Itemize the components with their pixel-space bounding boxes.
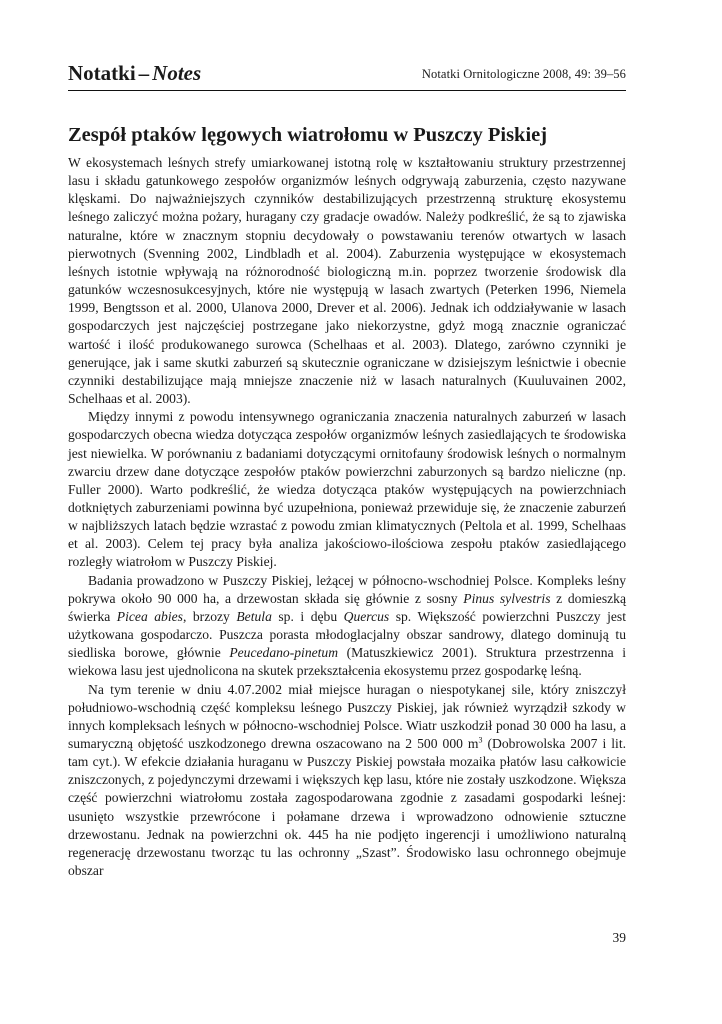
text-run: (Dobrowolska 2007 i lit. tam cyt.). W efekcie działania huraganu w Puszczy Piskiej powstała mozaika płatów lasu całkowicie zniszczonych, z pojedynczymi drzewami i większych kęp lasu, które nie zostały uszkodzone. Większa część powierzchni wiatrołomu została zagospodarowana zgodnie z zasadami gospodarki leśnej: usunięto wszystkie przewrócone i połamane drzewa i wprowadzono odnowienie sztuczne drzewostanu. Jednak na powierzchni ok. 445 ha nie podjęto ingerencji i umożliwiono naturalną regenerację drzewostanu tworząc tu las ochronny „Szast”. Środowisko lasu ochronnego obejmuje obszar [68, 736, 627, 879]
section-suffix: Notes [152, 61, 202, 85]
text-run: sp. i dębu [271, 608, 344, 624]
section-dash: – [138, 61, 150, 85]
running-header [68, 58, 626, 91]
journal-citation: Notatki Ornitologiczne 2008, 49: 39–56 [421, 67, 626, 81]
species-name: Betula [236, 608, 272, 624]
text-run: Badania prowadzono w Puszczy Piskiej, leżącej w północno-wschodniej Polsce. Kompleks leśny pokrywa około 90 000 ha, a drzewostan składa się głównie z sosny [68, 572, 626, 606]
section-prefix: Notatki [68, 61, 136, 85]
species-name: Picea abies [116, 608, 183, 624]
text-run: z domieszką świerka [68, 590, 626, 624]
species-name: Peucedano-pinetum [229, 645, 339, 661]
text-run: Na tym terenie w dniu 4.07.2002 miał miejsce huragan o niespotykanej sile, który zniszczył południowo-wschodnią część kompleksu leśnego Puszczy Piskiej, jak również wyrządził szkody w innych kompleksach leśnych w północno-wschodniej Polsce. Wiatr uszkodził ponad 30 000 ha lasu, a sumaryczną objętość uszkodzonego drewna oszacowano na 2 500 000 m [68, 681, 626, 751]
body-paragraph [68, 681, 626, 881]
superscript: 3 [478, 735, 483, 745]
article-title: Zespół ptaków lęgowych wiatrołomu w Puszczy Piskiej [68, 124, 548, 146]
text-run: (Matuszkiewicz 2001). Struktura przestrzenna i wiekowa lasu jest ujednolicona na skutek przekształcenia ekosystemu przez gospodarkę leśną. [68, 645, 626, 679]
body-paragraph [68, 154, 626, 408]
text-run: W ekosystemach leśnych strefy umiarkowanej istotną rolę w kształtowaniu struktury przestrzennej lasu i składu gatunkowego zespołów organizmów leśnych odgrywają zaburzenia, często nazywane klęskami. Do najważniejszych czynników destabilizujących przestrzenną strukturę ekosystemu leśnego zaliczyć można pożary, huragany czy gradacje owadów. Należy podkreślić, że są to zjawiska naturalne, które w znacznym stopniu decydowały o powstawaniu terenów otwartych w lasach pierwotnych (Svenning 2002, Lindbladh et al. 2004). Zaburzenia występujące w ekosystemach leśnych istotnie wpływają na różnorodność biologiczną m.in. poprzez tworzenie środowisk dla gatunków wczesnosukcesyjnych, które nie występują w lasach zwartych (Peterken 1996, Niemela 1999, Bengtsson et al. 2000, Ulanova 2000, Drever et al. 2006). Jednak ich oddziaływanie w lasach gospodarczych jest najczęściej postrzegane jako niekorzystne, gdyż mogą znacznie ograniczać wartość i ilość produkowanego surowca (Schelhaas et al. 2003). Dlatego, zarówno czynniki je generujące, jak i same skutki zaburzeń są skutecznie ograniczane w dzisiejszym leśnictwie i obecnie czynniki destabilizujące mają mniejsze znaczenie niż w lasach naturalnych (Kuuluvainen 2002, Schelhaas et al. 2003). [68, 155, 626, 407]
species-name: Pinus sylvestris [463, 590, 551, 606]
section-label [68, 61, 201, 86]
article-body [68, 154, 626, 880]
species-name: Quercus [343, 608, 390, 624]
text-run: , brzozy [182, 608, 237, 624]
body-paragraph [68, 408, 626, 571]
text-run: sp. Większość powierzchni Puszczy jest użytkowana gospodarczo. Puszcza porasta młodoglacjalny obszar sandrowy, dlatego dominują tu siedliska borowe, głównie [68, 608, 626, 661]
text-run: Między innymi z powodu intensywnego ograniczania znaczenia naturalnych zaburzeń w lasach gospodarczych obecna wiedza dotycząca zespołów organizmów leśnych zasiedlających te środowiska jest niewielka. W porównaniu z badaniami dotyczącymi ornitofauny środowisk leśnych o normalnym zwarciu drzew dane dotyczące zespołów ptaków powierzchni zaburzonych są bardzo nieliczne (np. Fuller 2000). Warto podkreślić, że wiedza dotycząca ptaków występujących na powierzchniach dotkniętych zaburzeniami powinna być uzupełniona, ponieważ przewiduje się, że znaczenie zaburzeń w najbliższych latach będzie wzrastać z powodu zmian klimatycznych (Peltola et al. 1999, Schelhaas et al. 2003). Celem tej pracy była analiza jakościowo-ilościowa zespołu ptaków zasiedlającego rozległy wiatrołom w Puszczy Piskiej. [68, 409, 626, 570]
page-number: 39 [612, 930, 626, 945]
body-paragraph [68, 572, 626, 681]
